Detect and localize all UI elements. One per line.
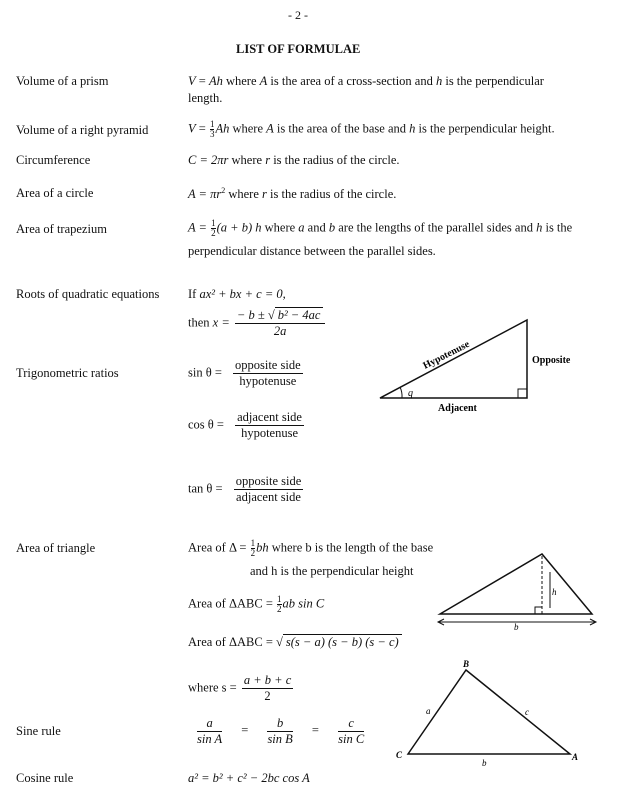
side-b: b	[482, 758, 487, 768]
triangle-area-heron: Area of ΔABC = √ s(s − a) (s − b) (s − c)	[188, 635, 402, 650]
hypotenuse-label: Hypotenuse	[421, 338, 472, 372]
triangle-area-line2: and h is the perpendicular height	[250, 564, 414, 578]
prism-line2: length.	[188, 91, 223, 105]
side-a: a	[426, 706, 431, 716]
label-quadratic: Roots of quadratic equations	[16, 287, 160, 301]
circle-area-formula: $A = \pi r^2$ where r is the radius of the circle.	[188, 186, 397, 202]
label-cosine: Cosine rule	[16, 771, 74, 785]
pyramid-formula: V = $\frac{1}{3}$ Ah where A is the area of the base and h is the perpendicular height.	[188, 119, 555, 139]
label-triangle: Area of triangle	[16, 541, 96, 555]
triangle-height-shape	[440, 554, 592, 614]
triangle-area-sin: Area of ΔABC = $\frac{1}{2}$ ab sin C	[188, 594, 325, 614]
sine-rule: $\frac{a}{\text{sin A}}$ = $\frac{b}{\text{sin B}}$ = $\frac{c}{\text{sin C}}$	[197, 716, 365, 746]
right-triangle-diagram	[375, 316, 615, 416]
page-title: LIST OF FORMULAE	[236, 42, 361, 56]
trapezium-formula: A = $\frac{1}{2}$ (a + b) h where a and b are the lengths of the parallel sides and h is the	[188, 218, 573, 238]
sin-ratio: sin θ = $\frac{\text{opposite side}}{\text{hypotenuse}}$	[188, 358, 301, 388]
side-c: c	[525, 707, 529, 717]
height-right-angle	[535, 607, 542, 614]
height-label: h	[552, 587, 557, 597]
triangle-height-diagram	[432, 548, 604, 630]
label-circumference: Circumference	[16, 153, 91, 167]
abc-triangle-shape	[408, 670, 570, 754]
label-sine: Sine rule	[16, 724, 61, 738]
opposite-label: Opposite	[532, 355, 571, 366]
trapezium-line2: perpendicular distance between the parallel sides.	[188, 244, 436, 258]
right-triangle-shape	[380, 320, 527, 398]
page-number: - 2 -	[288, 8, 308, 22]
adjacent-label: Adjacent	[438, 403, 477, 414]
label-circle-area: Area of a circle	[16, 186, 94, 200]
prism-formula: V = Ah where A is the area of a cross-section and h is the perpendicular	[188, 74, 544, 88]
label-pyramid: Volume of a right pyramid	[16, 123, 149, 137]
triangle-semiperimeter: where s = $\frac{a + b + c}{2}$	[188, 673, 292, 703]
cos-ratio: cos θ = $\frac{\text{adjacent side}}{\text{hypotenuse}}$	[188, 410, 302, 440]
label-trapezium: Area of trapezium	[16, 222, 107, 236]
label-trig: Trigonometric ratios	[16, 366, 119, 380]
vertex-c: C	[396, 750, 403, 760]
abc-triangle-diagram	[392, 656, 592, 768]
angle-arc	[400, 387, 402, 398]
vertex-a: A	[572, 752, 579, 762]
cosine-rule: a² = b² + c² − 2bc cos A	[188, 771, 310, 785]
triangle-area-formula: Area of Δ = $\frac{1}{2}$ bh where b is the length of the base	[188, 538, 434, 558]
circumference-formula: C = 2πr where r is the radius of the circle.	[188, 153, 400, 167]
label-prism: Volume of a prism	[16, 74, 109, 88]
base-label: b	[514, 622, 519, 630]
angle-theta: q	[408, 388, 413, 399]
quadratic-roots: then x = $\frac{\text{− b ± √ b² − 4ac}}{2a}$	[188, 308, 327, 339]
tan-ratio: tan θ = $\frac{\text{opposite side}}{\text{adjacent side}}$	[188, 474, 302, 504]
right-angle-mark	[518, 389, 527, 398]
vertex-b: B	[463, 659, 470, 669]
quadratic-equation: If ax² + bx + c = 0,	[188, 287, 286, 301]
